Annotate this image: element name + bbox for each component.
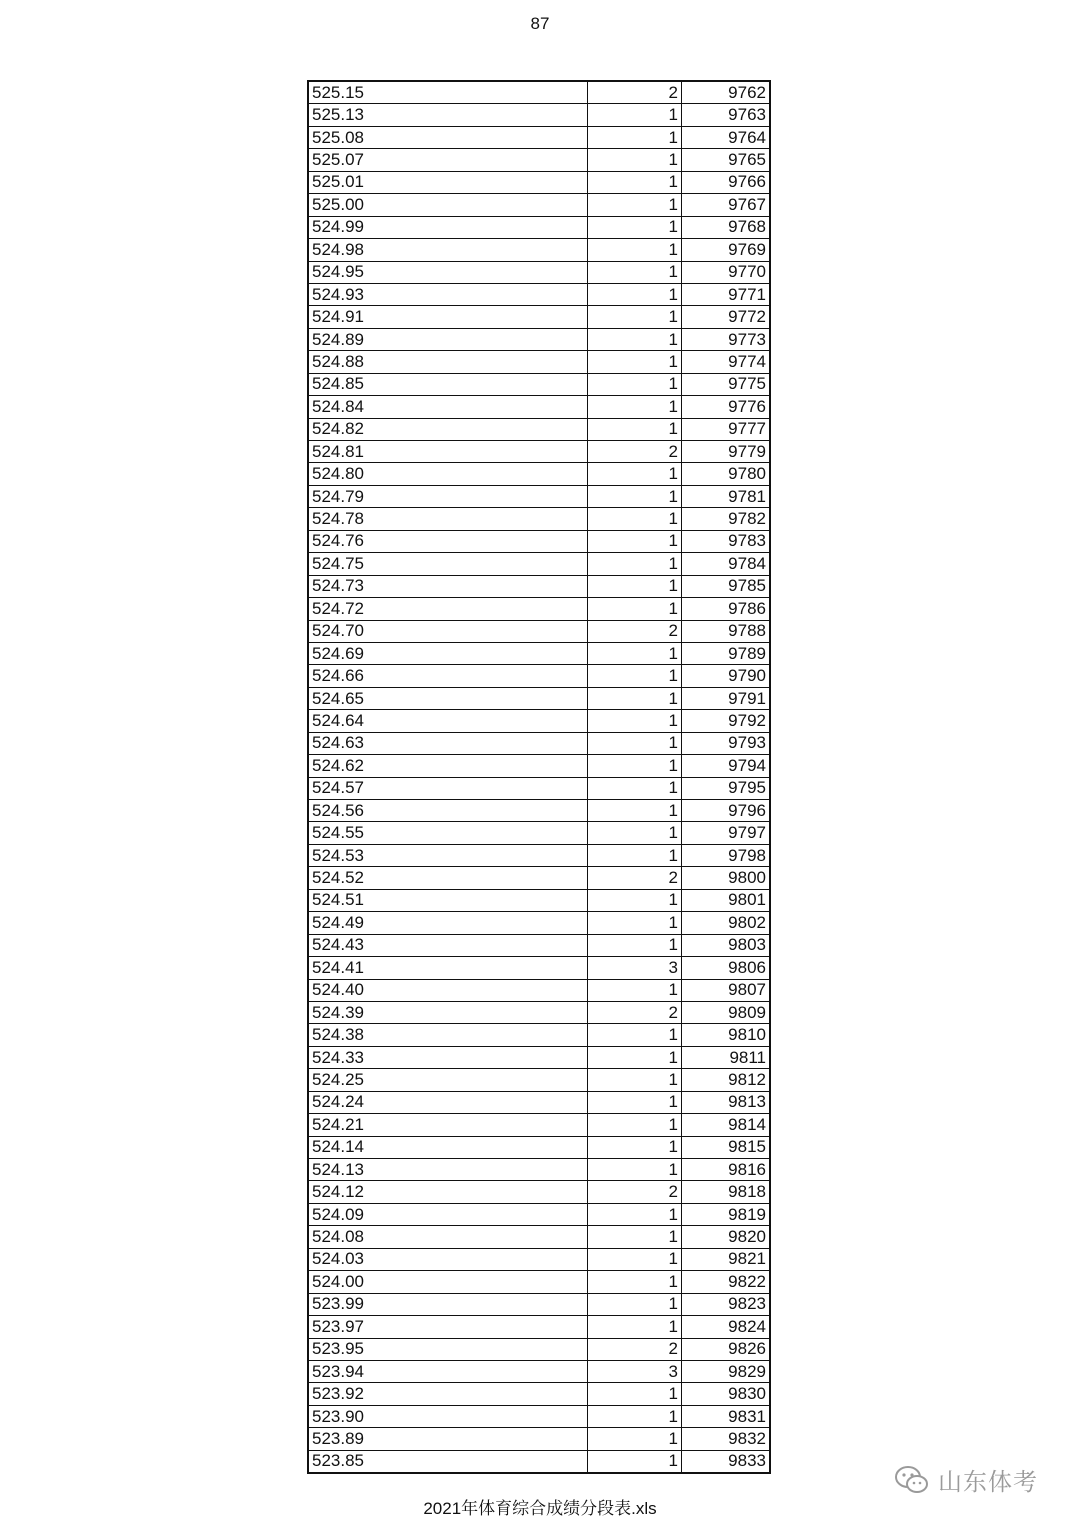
count-cell: 1 — [588, 665, 682, 687]
cumulative-cell: 9829 — [682, 1360, 771, 1382]
table-row — [308, 261, 770, 283]
cumulative-cell: 9771 — [682, 283, 771, 305]
count-cell: 1 — [588, 553, 682, 575]
cumulative-cell: 9830 — [682, 1383, 771, 1405]
count-cell: 1 — [588, 1316, 682, 1338]
cumulative-cell: 9773 — [682, 328, 771, 350]
count-cell: 1 — [588, 530, 682, 552]
cumulative-cell: 9821 — [682, 1248, 771, 1270]
table-row — [308, 1338, 770, 1360]
score-cell: 523.85 — [308, 1450, 588, 1473]
score-cell: 524.99 — [308, 216, 588, 238]
score-cell: 524.56 — [308, 800, 588, 822]
cumulative-cell: 9797 — [682, 822, 771, 844]
score-cell: 524.78 — [308, 508, 588, 530]
score-cell: 524.79 — [308, 485, 588, 507]
table-row — [308, 710, 770, 732]
score-cell: 524.95 — [308, 261, 588, 283]
table-row — [308, 328, 770, 350]
score-cell: 523.90 — [308, 1405, 588, 1427]
cumulative-cell: 9833 — [682, 1450, 771, 1473]
cumulative-cell: 9811 — [682, 1046, 771, 1068]
table-row — [308, 553, 770, 575]
score-cell: 524.66 — [308, 665, 588, 687]
count-cell: 1 — [588, 1293, 682, 1315]
count-cell: 1 — [588, 1383, 682, 1405]
count-cell: 1 — [588, 239, 682, 261]
cumulative-cell: 9788 — [682, 620, 771, 642]
count-cell: 1 — [588, 1024, 682, 1046]
count-cell: 1 — [588, 283, 682, 305]
score-cell: 524.69 — [308, 642, 588, 664]
cumulative-cell: 9819 — [682, 1203, 771, 1225]
table-row — [308, 889, 770, 911]
cumulative-cell: 9772 — [682, 306, 771, 328]
table-row — [308, 1293, 770, 1315]
cumulative-cell: 9816 — [682, 1159, 771, 1181]
cumulative-cell: 9818 — [682, 1181, 771, 1203]
count-cell: 1 — [588, 755, 682, 777]
cumulative-cell: 9767 — [682, 194, 771, 216]
table-row — [308, 1091, 770, 1113]
table-row — [308, 800, 770, 822]
score-cell: 525.15 — [308, 81, 588, 104]
score-cell: 524.85 — [308, 373, 588, 395]
cumulative-cell: 9781 — [682, 485, 771, 507]
table-row — [308, 1450, 770, 1473]
cumulative-cell: 9807 — [682, 979, 771, 1001]
count-cell: 1 — [588, 508, 682, 530]
cumulative-cell: 9783 — [682, 530, 771, 552]
count-cell: 1 — [588, 396, 682, 418]
cumulative-cell: 9812 — [682, 1069, 771, 1091]
count-cell: 2 — [588, 1001, 682, 1023]
table-row — [308, 126, 770, 148]
table-row — [308, 1316, 770, 1338]
count-cell: 1 — [588, 418, 682, 440]
wechat-icon — [894, 1465, 930, 1495]
table-row — [308, 1159, 770, 1181]
score-cell: 525.13 — [308, 104, 588, 126]
score-cell: 525.00 — [308, 194, 588, 216]
score-cell: 524.62 — [308, 755, 588, 777]
table-row — [308, 777, 770, 799]
cumulative-cell: 9803 — [682, 934, 771, 956]
count-cell: 3 — [588, 1360, 682, 1382]
score-cell: 524.24 — [308, 1091, 588, 1113]
count-cell: 2 — [588, 1181, 682, 1203]
table-row — [308, 1383, 770, 1405]
score-cell: 524.65 — [308, 687, 588, 709]
table-row — [308, 216, 770, 238]
cumulative-cell: 9775 — [682, 373, 771, 395]
table-row — [308, 485, 770, 507]
count-cell: 2 — [588, 81, 682, 104]
table-row — [308, 1405, 770, 1427]
table-row — [308, 104, 770, 126]
count-cell: 1 — [588, 373, 682, 395]
score-cell: 524.88 — [308, 351, 588, 373]
count-cell: 2 — [588, 620, 682, 642]
table-row — [308, 575, 770, 597]
score-cell: 524.84 — [308, 396, 588, 418]
cumulative-cell: 9768 — [682, 216, 771, 238]
table-row — [308, 1136, 770, 1158]
table-row — [308, 755, 770, 777]
score-cell: 524.38 — [308, 1024, 588, 1046]
score-cell: 524.14 — [308, 1136, 588, 1158]
cumulative-cell: 9793 — [682, 732, 771, 754]
cumulative-cell: 9823 — [682, 1293, 771, 1315]
cumulative-cell: 9809 — [682, 1001, 771, 1023]
table-row — [308, 1203, 770, 1225]
count-cell: 2 — [588, 867, 682, 889]
table-row — [308, 957, 770, 979]
cumulative-cell: 9770 — [682, 261, 771, 283]
score-cell: 523.95 — [308, 1338, 588, 1360]
count-cell: 1 — [588, 194, 682, 216]
cumulative-cell: 9826 — [682, 1338, 771, 1360]
table-row — [308, 1046, 770, 1068]
count-cell: 1 — [588, 934, 682, 956]
count-cell: 2 — [588, 441, 682, 463]
cumulative-cell: 9824 — [682, 1316, 771, 1338]
score-cell: 524.57 — [308, 777, 588, 799]
score-cell: 524.39 — [308, 1001, 588, 1023]
count-cell: 1 — [588, 328, 682, 350]
count-cell: 1 — [588, 351, 682, 373]
table-row — [308, 844, 770, 866]
count-cell: 1 — [588, 732, 682, 754]
table-row — [308, 283, 770, 305]
watermark-text: 山东体考 — [938, 1469, 1038, 1496]
count-cell: 1 — [588, 485, 682, 507]
cumulative-cell: 9801 — [682, 889, 771, 911]
cumulative-cell: 9820 — [682, 1226, 771, 1248]
count-cell: 1 — [588, 1271, 682, 1293]
table-row — [308, 530, 770, 552]
count-cell: 1 — [588, 912, 682, 934]
count-cell: 1 — [588, 306, 682, 328]
cumulative-cell: 9792 — [682, 710, 771, 732]
cumulative-cell: 9806 — [682, 957, 771, 979]
cumulative-cell: 9780 — [682, 463, 771, 485]
cumulative-cell: 9796 — [682, 800, 771, 822]
table-row — [308, 418, 770, 440]
score-cell: 524.73 — [308, 575, 588, 597]
count-cell: 1 — [588, 642, 682, 664]
table-row — [308, 149, 770, 171]
count-cell: 1 — [588, 800, 682, 822]
table-row — [308, 867, 770, 889]
table-row — [308, 732, 770, 754]
count-cell: 1 — [588, 463, 682, 485]
cumulative-cell: 9765 — [682, 149, 771, 171]
score-cell: 524.13 — [308, 1159, 588, 1181]
count-cell: 1 — [588, 171, 682, 193]
table-row — [308, 620, 770, 642]
score-cell: 524.64 — [308, 710, 588, 732]
score-cell: 524.43 — [308, 934, 588, 956]
table-row — [308, 1226, 770, 1248]
table-row — [308, 508, 770, 530]
count-cell: 1 — [588, 575, 682, 597]
cumulative-cell: 9814 — [682, 1114, 771, 1136]
score-cell: 524.49 — [308, 912, 588, 934]
count-cell: 1 — [588, 1114, 682, 1136]
cumulative-cell: 9764 — [682, 126, 771, 148]
score-cell: 524.63 — [308, 732, 588, 754]
count-cell: 1 — [588, 687, 682, 709]
score-cell: 523.94 — [308, 1360, 588, 1382]
count-cell: 1 — [588, 822, 682, 844]
cumulative-cell: 9832 — [682, 1428, 771, 1450]
cumulative-cell: 9810 — [682, 1024, 771, 1046]
count-cell: 1 — [588, 216, 682, 238]
score-table — [307, 80, 771, 1474]
score-cell: 524.09 — [308, 1203, 588, 1225]
table-row — [308, 1360, 770, 1382]
cumulative-cell: 9774 — [682, 351, 771, 373]
score-cell: 524.76 — [308, 530, 588, 552]
score-cell: 524.55 — [308, 822, 588, 844]
score-cell: 525.07 — [308, 149, 588, 171]
cumulative-cell: 9784 — [682, 553, 771, 575]
count-cell: 1 — [588, 598, 682, 620]
score-cell: 524.08 — [308, 1226, 588, 1248]
count-cell: 1 — [588, 1226, 682, 1248]
cumulative-cell: 9786 — [682, 598, 771, 620]
score-cell: 524.03 — [308, 1248, 588, 1270]
count-cell: 1 — [588, 1091, 682, 1113]
cumulative-cell: 9791 — [682, 687, 771, 709]
table-row — [308, 822, 770, 844]
page-number: 87 — [530, 14, 550, 33]
table-row — [308, 171, 770, 193]
table-row — [308, 1248, 770, 1270]
cumulative-cell: 9798 — [682, 844, 771, 866]
score-cell: 523.92 — [308, 1383, 588, 1405]
count-cell: 1 — [588, 1248, 682, 1270]
cumulative-cell: 9785 — [682, 575, 771, 597]
score-cell: 524.72 — [308, 598, 588, 620]
table-row — [308, 239, 770, 261]
count-cell: 1 — [588, 844, 682, 866]
score-cell: 524.70 — [308, 620, 588, 642]
watermark — [894, 1462, 1038, 1497]
cumulative-cell: 9776 — [682, 396, 771, 418]
score-cell: 524.53 — [308, 844, 588, 866]
table-row — [308, 665, 770, 687]
table-row — [308, 1114, 770, 1136]
cumulative-cell: 9766 — [682, 171, 771, 193]
cumulative-cell: 9822 — [682, 1271, 771, 1293]
score-cell: 524.21 — [308, 1114, 588, 1136]
table-row — [308, 1001, 770, 1023]
cumulative-cell: 9763 — [682, 104, 771, 126]
score-cell: 525.08 — [308, 126, 588, 148]
count-cell: 1 — [588, 1136, 682, 1158]
score-cell: 524.91 — [308, 306, 588, 328]
cumulative-cell: 9779 — [682, 441, 771, 463]
count-cell: 1 — [588, 979, 682, 1001]
score-cell: 524.98 — [308, 239, 588, 261]
score-cell: 523.97 — [308, 1316, 588, 1338]
cumulative-cell: 9800 — [682, 867, 771, 889]
cumulative-cell: 9815 — [682, 1136, 771, 1158]
table-row — [308, 1181, 770, 1203]
score-cell: 523.89 — [308, 1428, 588, 1450]
table-row — [308, 598, 770, 620]
table-row — [308, 351, 770, 373]
table-row — [308, 1069, 770, 1091]
table-row — [308, 306, 770, 328]
table-row — [308, 194, 770, 216]
count-cell: 1 — [588, 261, 682, 283]
count-cell: 3 — [588, 957, 682, 979]
count-cell: 1 — [588, 1405, 682, 1427]
score-cell: 524.93 — [308, 283, 588, 305]
table-row — [308, 934, 770, 956]
count-cell: 1 — [588, 1450, 682, 1473]
score-cell: 524.52 — [308, 867, 588, 889]
table-row — [308, 1428, 770, 1450]
table-row — [308, 979, 770, 1001]
count-cell: 1 — [588, 1203, 682, 1225]
count-cell: 1 — [588, 149, 682, 171]
footer-title: 2021年体育综合成绩分段表.xls — [423, 1499, 657, 1518]
cumulative-cell: 9769 — [682, 239, 771, 261]
score-cell: 524.25 — [308, 1069, 588, 1091]
table-row — [308, 687, 770, 709]
count-cell: 1 — [588, 777, 682, 799]
score-cell: 524.75 — [308, 553, 588, 575]
score-cell: 524.51 — [308, 889, 588, 911]
table-row — [308, 81, 770, 104]
cumulative-cell: 9802 — [682, 912, 771, 934]
table-row — [308, 1024, 770, 1046]
score-cell: 524.33 — [308, 1046, 588, 1068]
cumulative-cell: 9795 — [682, 777, 771, 799]
count-cell: 1 — [588, 1069, 682, 1091]
cumulative-cell: 9762 — [682, 81, 771, 104]
cumulative-cell: 9777 — [682, 418, 771, 440]
table-row — [308, 1271, 770, 1293]
cumulative-cell: 9789 — [682, 642, 771, 664]
score-cell: 524.40 — [308, 979, 588, 1001]
cumulative-cell: 9831 — [682, 1405, 771, 1427]
count-cell: 1 — [588, 104, 682, 126]
score-cell: 525.01 — [308, 171, 588, 193]
table-row — [308, 912, 770, 934]
count-cell: 1 — [588, 1159, 682, 1181]
cumulative-cell: 9813 — [682, 1091, 771, 1113]
table-row — [308, 396, 770, 418]
count-cell: 1 — [588, 1428, 682, 1450]
score-cell: 524.81 — [308, 441, 588, 463]
cumulative-cell: 9790 — [682, 665, 771, 687]
table-row — [308, 441, 770, 463]
count-cell: 1 — [588, 889, 682, 911]
table-row — [308, 373, 770, 395]
score-cell: 523.99 — [308, 1293, 588, 1315]
table-body — [308, 81, 770, 1473]
score-cell: 524.12 — [308, 1181, 588, 1203]
table-row — [308, 463, 770, 485]
score-cell: 524.82 — [308, 418, 588, 440]
count-cell: 1 — [588, 1046, 682, 1068]
cumulative-cell: 9782 — [682, 508, 771, 530]
score-cell: 524.89 — [308, 328, 588, 350]
score-cell: 524.41 — [308, 957, 588, 979]
count-cell: 1 — [588, 126, 682, 148]
score-cell: 524.00 — [308, 1271, 588, 1293]
cumulative-cell: 9794 — [682, 755, 771, 777]
count-cell: 1 — [588, 710, 682, 732]
score-cell: 524.80 — [308, 463, 588, 485]
table-row — [308, 642, 770, 664]
count-cell: 2 — [588, 1338, 682, 1360]
